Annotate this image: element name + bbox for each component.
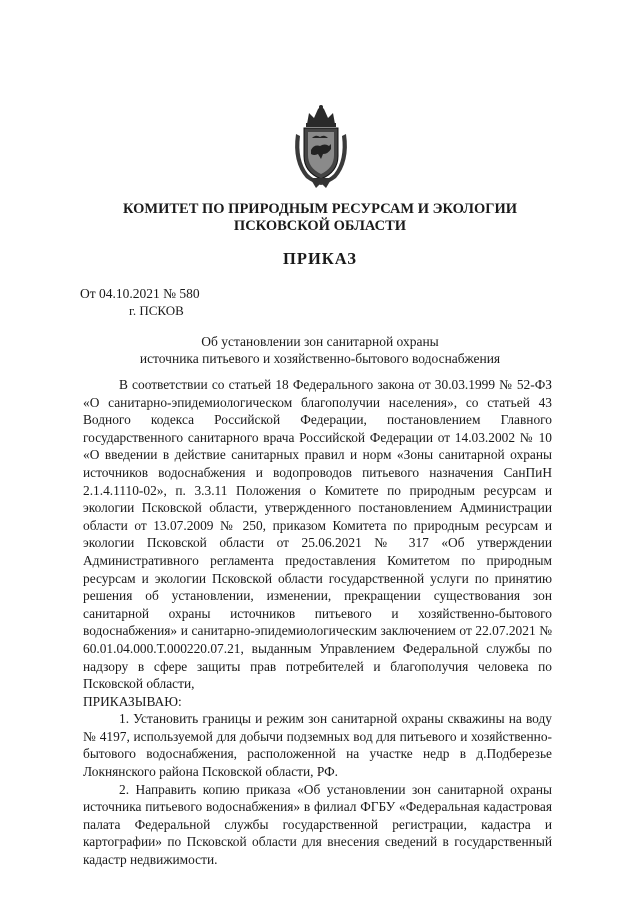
document-body <box>83 376 552 869</box>
document-type: ПРИКАЗ <box>283 249 357 268</box>
date-number: От 04.10.2021 № 580 <box>80 286 200 301</box>
subject-line2: источника питьевого и хозяйственно-бытового водоснабжения <box>139 351 501 366</box>
organization-name-line1: КОМИТЕТ ПО ПРИРОДНЫМ РЕСУРСАМ И ЭКОЛОГИИ <box>122 201 518 217</box>
subject-line1: Об установлении зон санитарной охраны <box>201 334 439 349</box>
order-item-1: 1. Установить границы и режим зон санитарной охраны скважины на воду № 4197, используемой для добычи подземных вод для питьевого и хозяйственно-бытового водоснабжения, расположенной на участке недр в д.Подберезье Локнянского района Псковской области, РФ. <box>83 711 552 780</box>
order-word: ПРИКАЗЫВАЮ: <box>83 693 182 709</box>
city: г. ПСКОВ <box>129 303 184 318</box>
coat-of-arms-icon <box>290 104 352 188</box>
document-subject <box>0 333 640 367</box>
organization-name-line2: ПСКОВСКОЙ ОБЛАСТИ <box>233 218 407 234</box>
organization-name <box>60 201 580 235</box>
order-item-2: 2. Направить копию приказа «Об установлении зон санитарной охраны источника питьевого водоснабжения» в филиал ФГБУ «Федеральная кадастровая палата Федеральной службы государственной регистрации, кадастра и картографии» по Псковской области для внесения сведений в государственный кадастр недвижимости. <box>83 781 552 868</box>
preamble-paragraph: В соответствии со статьей 18 Федерального закона от 30.03.1999 № 52-ФЗ «О санитарно-эпидемиологическом благополучии населения», со статьей 43 Водного кодекса Российской Федерации, постановлением Главного государственного санитарного врача Российской Федерации от 14.03.2002 № 10 «О введении в действие санитарных правил и норм «Зоны санитарной охраны источников водоснабжения и водопроводов питьевого назначения СанПиН 2.1.4.1110-02», п. 3.3.11 Положения о Комитете по природным ресурсам и экологии Псковской области, утвержденного постановлением Администрации области от 13.07.2009 № 250, приказом Комитета по природным ресурсам и экологии Псковской области от 25.06.2021 № 317 «Об утверждении Административного регламента предоставления Комитетом по природным ресурсам и экологии Псковской области государственной услуги по принятию решения об установлении, изменении, прекращении существования зон санитарной охраны источников питьевого и хозяйственно-бытового водоснабжения» и санитарно-эпидемиологическим заключением от 22.07.2021 № 60.01.04.000.Т.000220.07.21, выданным Управлением Федеральной службы по надзору в сфере защиты прав потребителей и благополучия человека по Псковской области, <box>83 377 552 692</box>
